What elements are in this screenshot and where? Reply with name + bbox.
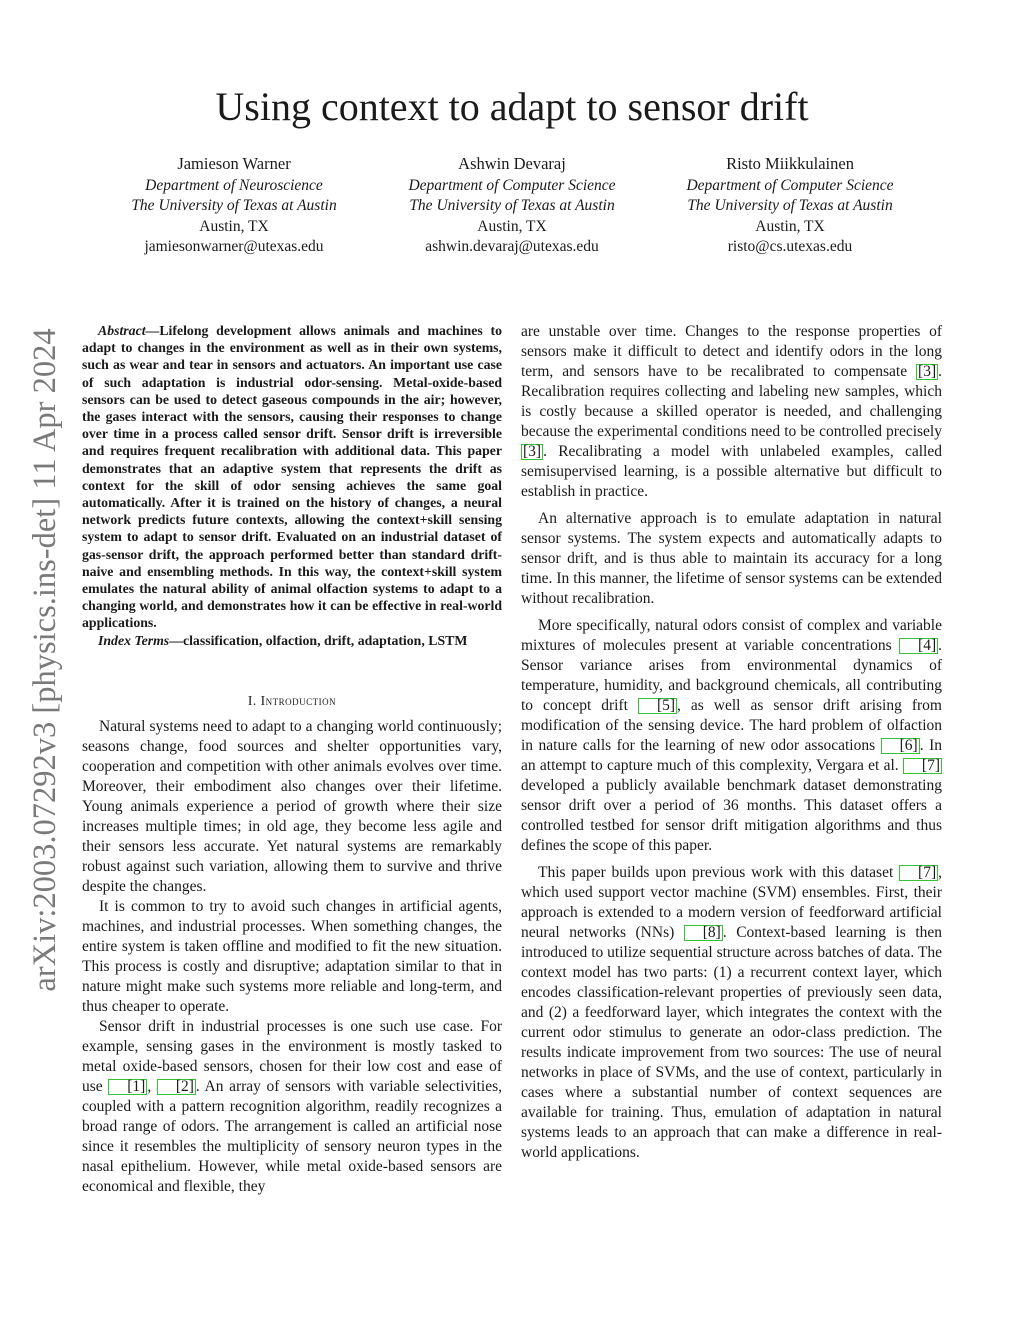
intro-paragraph-3: [82, 1017, 502, 1197]
right-column: [521, 322, 942, 1170]
text-run: are unstable over time. Changes to the response properties of sensors make it difficult to detect and identify odors in the long term, and sensors have to be recalibrated to compensate: [521, 323, 942, 380]
abstract-text: —Lifelong development allows animals and machines to adapt to changes in the environment as well as in their own systems, such as wear and tear in sensors and actuators. An important use case of such adaptation is industrial odor-sensing. Metal-oxide-based sensors can be used to detect gaseous compounds in the air; however, the gases interact with the sensors, causing their responses to change over time in a process called sensor drift. Sensor drift is irreversible and requires frequent recalibration with additional data. This paper demonstrates that an adaptive system that represents the drift as context for the skill of odor sensing achieves the same goal automatically. After it is trained on the history of changes, a neural network predicts future contexts, allowing the context+skill sensing system to adapt to sensor drift. Evaluated on an industrial dataset of gas-sensor drift, the approach performed better than standard drift-naive and ensembling methods. In this way, the context+skill system emulates the natural ability of animal olfaction systems to adapt to a changing world, and demonstrates how it can be effective in real-world applications.: [82, 323, 502, 631]
text-run: . An array of sensors with variable selectivities, coupled with a pattern recognition algorithm, readily recognizes a broad range of odors. The arrangement is called an artificial nose since it resembles the multiplicity of sensory neuron types in the nasal epithelium. However, while metal oxide-based sensors are economical and flexible, they: [82, 1077, 502, 1195]
author-university: The University of Texas at Austin: [687, 197, 893, 214]
text-run: developed a publicly available benchmark dataset demonstrating sensor drift over a period of 36 months. This dataset offers a controlled testbed for sensor drift mitigation algorithms and thus defines the scope of this paper.: [521, 777, 942, 854]
text-run: , which used support vector machine (SVM) ensembles. First, their approach is extended to a modern version of feedforward artificial neural networks (NNs): [521, 864, 942, 941]
author-3: [653, 154, 927, 258]
intro-paragraph-5: An alternative approach is to emulate adaptation in natural sensor systems. The system expects and automatically adapts to sensor drift, and is thus able to maintain its accuracy for a long time. In this manner, the lifetime of sensor systems can be extended without recalibration.: [521, 510, 942, 607]
author-city: Austin, TX: [755, 217, 825, 235]
citation-link[interactable]: [2]: [157, 1079, 196, 1095]
author-city: Austin, TX: [199, 217, 269, 235]
paper-title: Using context to adapt to sensor drift: [215, 84, 809, 129]
author-city: Austin, TX: [477, 217, 547, 235]
citation-link[interactable]: [8]: [684, 925, 723, 941]
text-run: Sensor drift in industrial processes is one such use case. For example, sensing gases in the environment is mostly tasked to metal oxide-based sensors, chosen for their low cost and ease of use: [82, 1017, 502, 1095]
intro-paragraph-7: [521, 863, 942, 1163]
text-run: . In an attempt to capture much of this complexity, Vergara et al.: [521, 737, 942, 774]
author-name: Ashwin Devaraj: [458, 154, 566, 173]
author-name: Risto Miikkulainen: [726, 154, 854, 173]
author-university: The University of Texas at Austin: [131, 197, 337, 214]
author-2: [375, 154, 649, 258]
section-heading: [82, 692, 502, 710]
citation-link[interactable]: [5]: [638, 698, 677, 714]
citation-link[interactable]: [3]: [523, 443, 542, 460]
intro-paragraph-6: [521, 616, 942, 856]
text-run: . Recalibrating a model with unlabeled examples, called semisupervised learning, is a possible alternative but difficult to establish in practice.: [521, 443, 942, 500]
author-dept: Department of Neuroscience: [145, 176, 323, 194]
abstract: [82, 322, 502, 632]
author-name: Jamieson Warner: [177, 154, 291, 173]
text-run: ,: [147, 1077, 157, 1095]
text-run: . Context-based learning is then introduced to utilize sequential structure across batches of data. The context model has two parts: (1) a recurrent context layer, which encodes classification-relevant properties of previously seen data, and (2) a feedforward layer, which integrates the context with the current odor stimulus to generate an odor-class prediction. The results indicate improvement from two sources: The use of neural networks in place of SVMs, and the use of context, particularly in cases where a substantial number of context sequences are available for training. Thus, emulation of adaptation in natural systems leads to an approach that can make a difference in real-world applications.: [521, 924, 943, 1161]
citation-link[interactable]: [1]: [108, 1079, 147, 1095]
text-run: This paper builds upon previous work with this dataset: [538, 864, 900, 881]
author-dept: Department of Computer Science: [408, 176, 616, 194]
index-terms: [82, 632, 502, 649]
section-number: I.: [247, 692, 257, 708]
author-dept: Department of Computer Science: [686, 176, 894, 194]
author-email[interactable]: jamiesonwarner@utexas.edu: [144, 238, 324, 255]
left-column: [82, 322, 502, 1197]
index-terms-text: —classification, olfaction, drift, adaptation, LSTM: [169, 632, 468, 648]
author-1: [97, 154, 371, 258]
citation-link[interactable]: [7]: [899, 865, 938, 881]
citation-link[interactable]: [6]: [881, 738, 920, 754]
citation-link[interactable]: [7]: [903, 758, 942, 774]
author-email[interactable]: ashwin.devaraj@utexas.edu: [425, 238, 599, 255]
intro-paragraph-2: It is common to try to avoid such changes in artificial agents, machines, and industrial processes. When something changes, the entire system is taken offline and modified to fit the new situation. This process is costly and disruptive; adaptation similar to that in nature might make such systems more reliable and long-term, and thus cheaper to operate.: [82, 897, 502, 1015]
arxiv-stamp: [20, 300, 70, 1020]
author-university: The University of Texas at Austin: [409, 197, 615, 214]
text-run: , as well as sensor drift arising from modification of the sensing device. The hard problem of olfaction in nature calls for the learning of new odor assocations: [521, 697, 942, 754]
citation-link[interactable]: [3]: [918, 363, 937, 380]
section-title: Introduction: [260, 692, 337, 708]
text-run: . Recalibration requires collecting and labeling new samples, which is costly because a skilled operator is needed, and challenging because the experimental conditions need to be controlled precisely: [521, 363, 942, 440]
author-block: [97, 154, 927, 258]
index-terms-label: Index Terms: [98, 632, 170, 648]
intro-paragraph-4: [521, 322, 942, 502]
author-email[interactable]: risto@cs.utexas.edu: [727, 238, 853, 255]
abstract-label: Abstract: [98, 323, 146, 338]
text-run: . Sensor variance arises from environmental dynamics of temperature, humidity, and background chemicals, all contributing to concept drift: [521, 637, 942, 714]
intro-paragraph-1: Natural systems need to adapt to a changing world continuously; seasons change, food sources and shelter opportunities vary, cooperation and competition with other animals evolves over time. Moreover, their embodiment also changes over their lifetime. Young animals experience a period of growth where their size increases multiple times; in old age, they become less agile and their sensors less accurate. Yet natural systems are remarkably robust against such variation, allowing them to survive and thrive despite the changes.: [82, 717, 502, 895]
arxiv-id: arXiv:2003.07292v3 [physics.ins-det] 11 Apr 2024: [27, 328, 63, 992]
text-run: More specifically, natural odors consist of complex and variable mixtures of molecules present at variable concentrations: [521, 617, 942, 654]
citation-link[interactable]: [4]: [899, 638, 938, 654]
